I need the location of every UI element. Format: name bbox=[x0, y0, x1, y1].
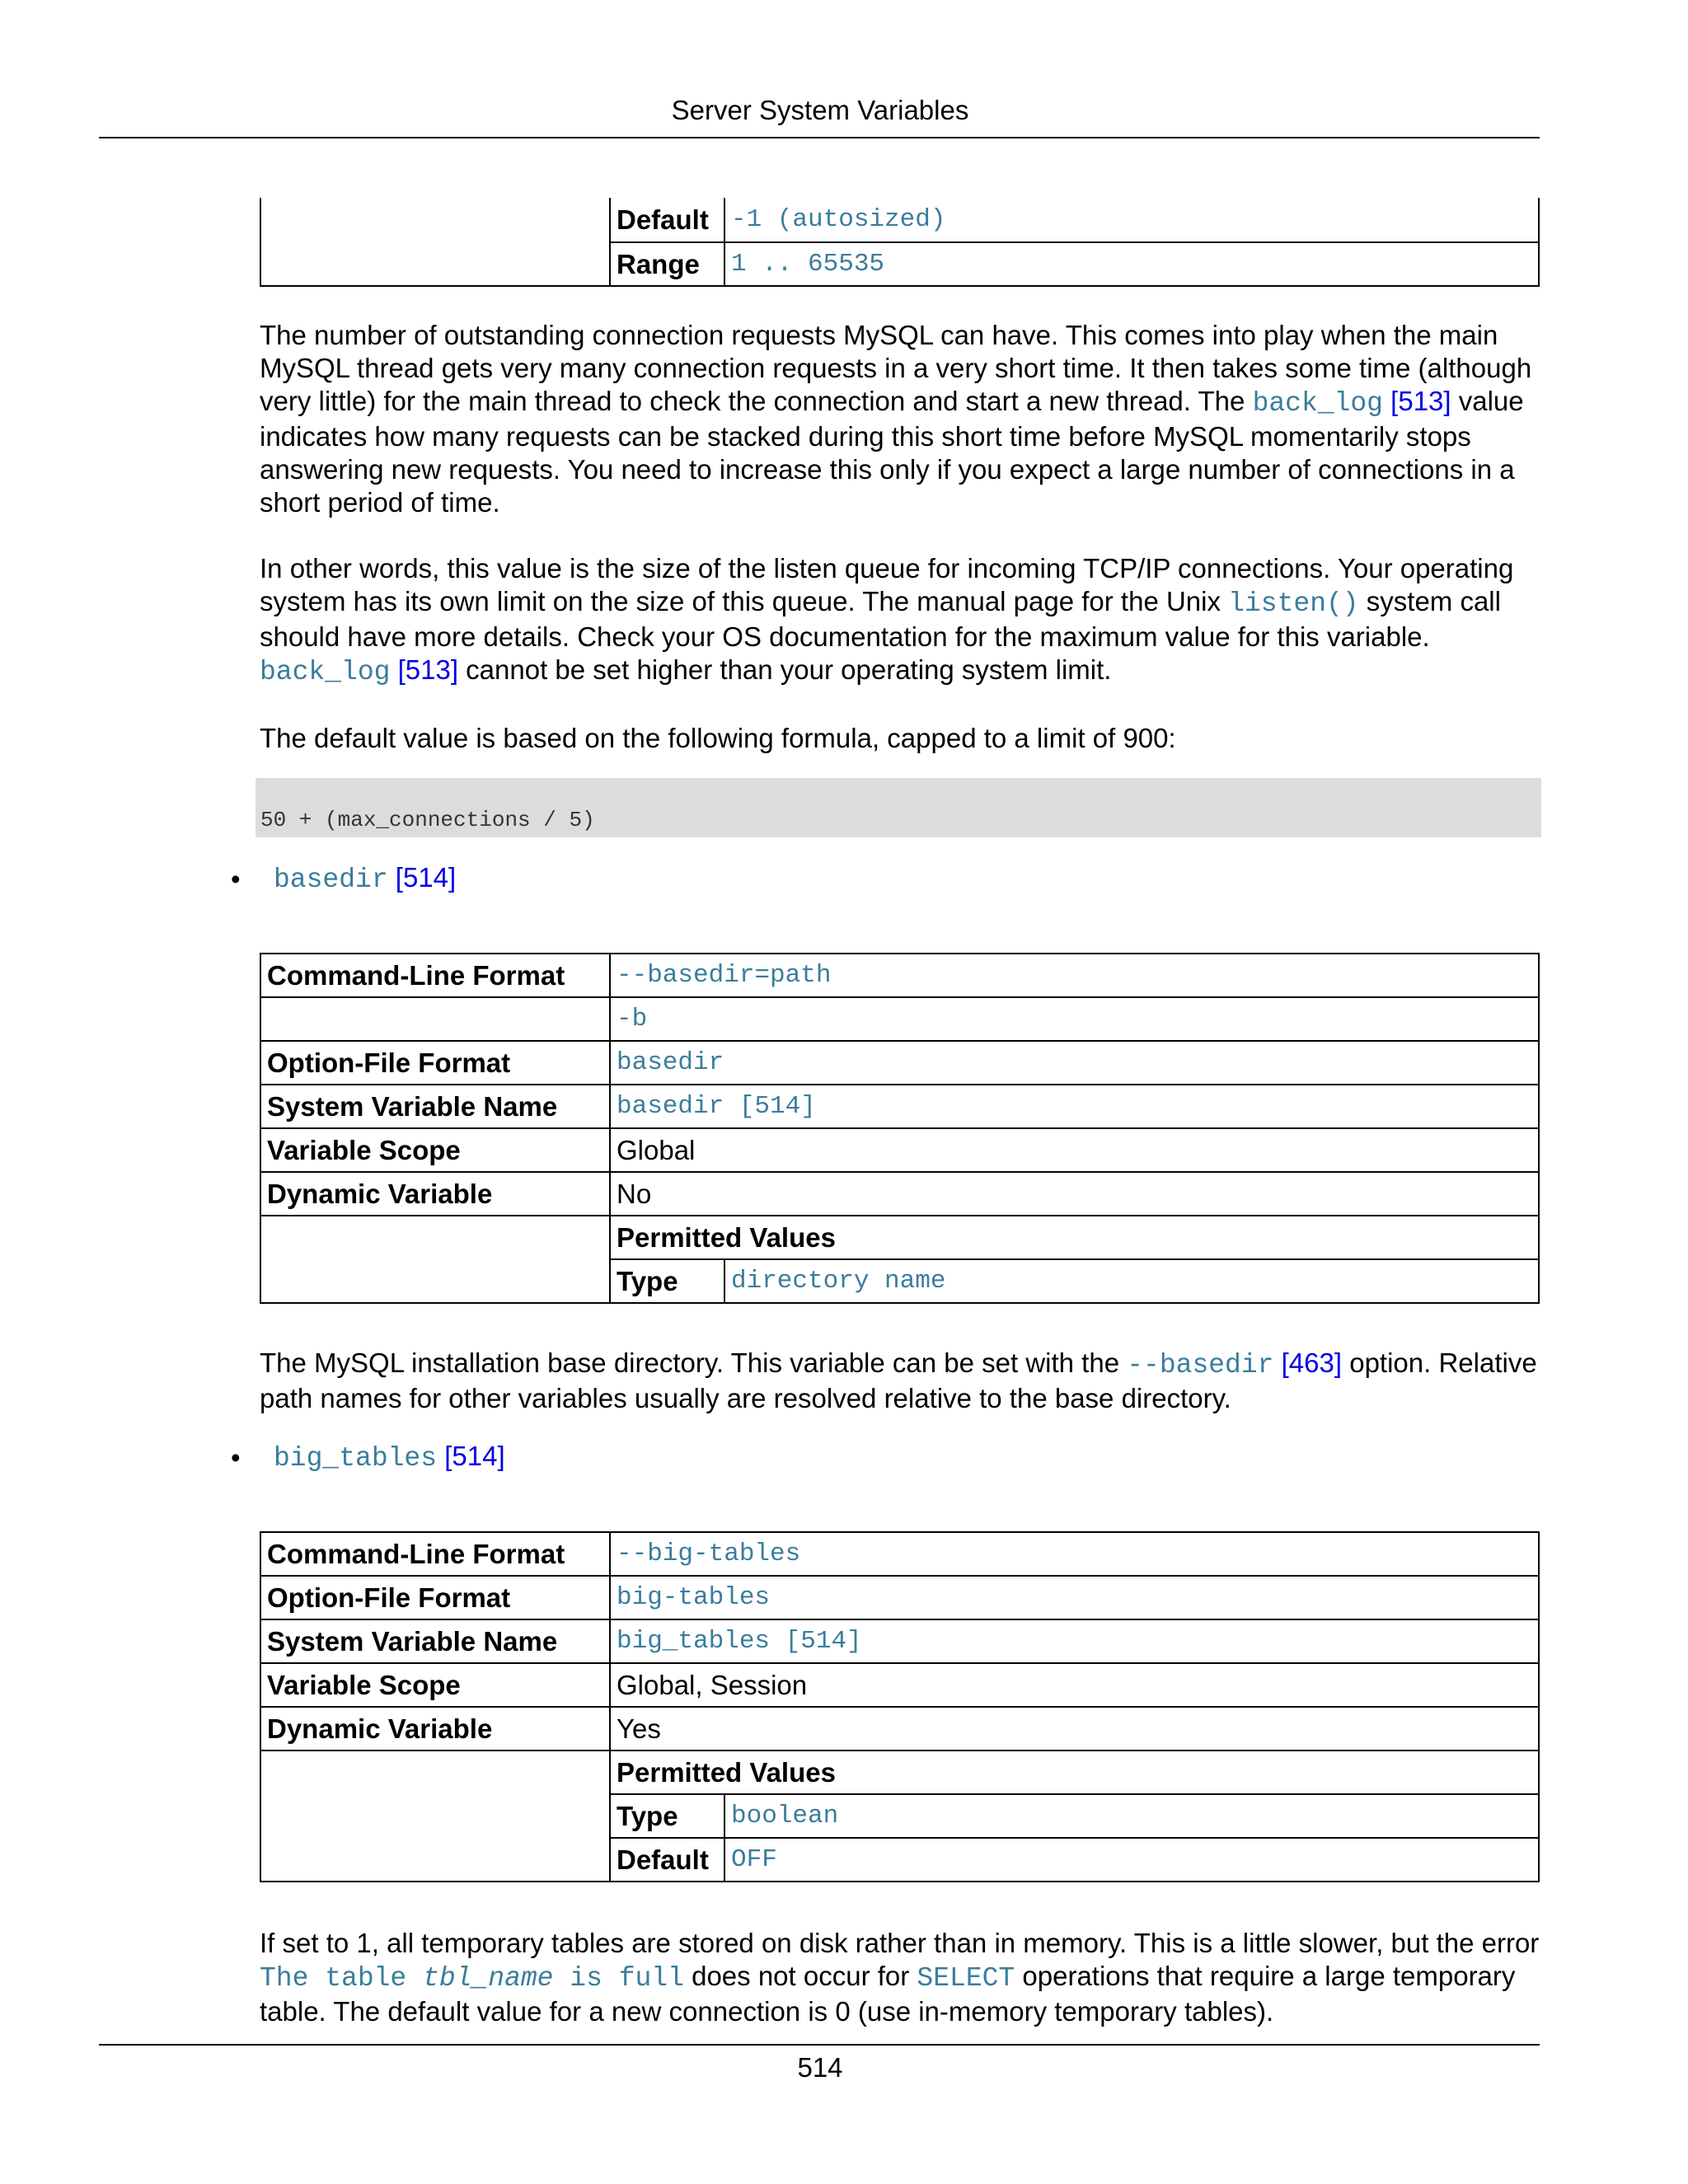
basedir-link[interactable]: basedir bbox=[274, 865, 388, 895]
big-tables-heading bbox=[274, 1441, 505, 1474]
basedir-ref-link[interactable]: [514] bbox=[395, 862, 457, 893]
cmd-format-label: Command-Line Format bbox=[260, 1532, 610, 1576]
basedir-option-ref-link[interactable]: [463] bbox=[1281, 1347, 1343, 1378]
big-tables-table bbox=[260, 1531, 1540, 1882]
formula-text: 50 + (max_connections / 5) bbox=[260, 808, 595, 832]
text: The MySQL installation base directory. This variable can be set with the bbox=[260, 1347, 1128, 1378]
dynamic-label: Dynamic Variable bbox=[260, 1707, 610, 1750]
footer-rule bbox=[99, 2044, 1540, 2046]
type-value: directory name bbox=[724, 1259, 1539, 1303]
paragraph bbox=[260, 319, 1545, 519]
basedir-option-link[interactable]: --basedir bbox=[1127, 1350, 1274, 1380]
error-code-italic: tbl_name bbox=[423, 1963, 554, 1994]
text: If set to 1, all temporary tables are stored on disk rather than in memory. This is a little slower, but the error bbox=[260, 1928, 1540, 1958]
range-value: 1 .. 65535 bbox=[724, 242, 1539, 286]
back-log-ref-link[interactable]: [513] bbox=[397, 654, 459, 685]
option-file-label: Option-File Format bbox=[260, 1576, 610, 1619]
error-code: The table bbox=[260, 1963, 424, 1994]
page-header-title: Server System Variables bbox=[671, 95, 969, 125]
type-value: boolean bbox=[724, 1794, 1539, 1838]
empty-cell bbox=[260, 1750, 610, 1882]
back-log-table-continued bbox=[260, 198, 1540, 287]
scope-value: Global bbox=[610, 1128, 1539, 1172]
option-file-value: big-tables bbox=[610, 1576, 1539, 1619]
permitted-values-label: Permitted Values bbox=[610, 1750, 1539, 1794]
formula-code-block bbox=[256, 778, 1541, 837]
scope-label: Variable Scope bbox=[260, 1128, 610, 1172]
default-value: -1 (autosized) bbox=[724, 198, 1539, 242]
dynamic-value: No bbox=[610, 1172, 1539, 1216]
paragraph bbox=[260, 1347, 1545, 1415]
page-number: 514 bbox=[797, 2052, 843, 2083]
empty-cell bbox=[260, 198, 610, 286]
listen-code: listen() bbox=[1228, 588, 1359, 619]
back-log-description bbox=[260, 319, 1545, 755]
text: system call should have more details. Check your OS documentation for the maximum value for this variable. bbox=[260, 586, 1501, 652]
option-file-label: Option-File Format bbox=[260, 1041, 610, 1085]
paragraph bbox=[260, 1927, 1545, 2028]
system-var-label: System Variable Name bbox=[260, 1619, 610, 1663]
paragraph bbox=[260, 552, 1545, 689]
range-label: Range bbox=[610, 242, 724, 286]
text: The number of outstanding connection requests MySQL can have. This comes into play when the main MySQL thread gets very many connection requests in a very short time. It then takes some time (although very little) for the main thread to check the connection and start a new thread. The bbox=[260, 320, 1532, 416]
cmd-format-value: --basedir=path bbox=[610, 954, 1539, 997]
empty-cell bbox=[260, 997, 610, 1041]
system-var-value: big_tables [514] bbox=[610, 1619, 1539, 1663]
header-rule bbox=[99, 137, 1540, 138]
dynamic-label: Dynamic Variable bbox=[260, 1172, 610, 1216]
scope-label: Variable Scope bbox=[260, 1663, 610, 1707]
paragraph: The default value is based on the following formula, capped to a limit of 900: bbox=[260, 723, 1176, 753]
select-link[interactable]: SELECT bbox=[917, 1963, 1015, 1994]
option-file-value: basedir bbox=[610, 1041, 1539, 1085]
basedir-heading bbox=[274, 862, 456, 895]
text: cannot be set higher than your operating system limit. bbox=[458, 654, 1112, 685]
back-log-link[interactable]: back_log bbox=[1252, 388, 1383, 419]
big-tables-link[interactable]: big_tables bbox=[274, 1443, 438, 1474]
cmd-format-value-alt: -b bbox=[610, 997, 1539, 1041]
default-value: OFF bbox=[724, 1838, 1539, 1882]
error-code: is full bbox=[553, 1963, 684, 1994]
big-tables-description bbox=[260, 1927, 1545, 2028]
empty-cell bbox=[260, 1216, 610, 1303]
type-label: Type bbox=[610, 1794, 724, 1838]
permitted-values-label: Permitted Values bbox=[610, 1216, 1539, 1259]
basedir-table bbox=[260, 953, 1540, 1304]
scope-value: Global, Session bbox=[610, 1663, 1539, 1707]
big-tables-ref-link[interactable]: [514] bbox=[444, 1441, 505, 1471]
basedir-description bbox=[260, 1347, 1545, 1415]
cmd-format-value: --big-tables bbox=[610, 1532, 1539, 1576]
text: does not occur for bbox=[683, 1961, 917, 1991]
system-var-value: basedir [514] bbox=[610, 1085, 1539, 1128]
dynamic-value: Yes bbox=[610, 1707, 1539, 1750]
system-var-label: System Variable Name bbox=[260, 1085, 610, 1128]
text: value indicates how many requests can be stacked during this short time before MySQL momentarily stops answering new requests. You need to increase this only if you expect a large number of connections in a short period of time. bbox=[260, 386, 1524, 518]
text: option. Relative path names for other variables usually are resolved relative to the base directory. bbox=[260, 1347, 1537, 1413]
default-label: Default bbox=[610, 198, 724, 242]
bullet: • bbox=[231, 1442, 241, 1473]
type-label: Type bbox=[610, 1259, 724, 1303]
text: operations that require a large temporary table. The default value for a new connection is 0 (use in-memory temporary tables). bbox=[260, 1961, 1516, 2027]
back-log-link[interactable]: back_log bbox=[260, 657, 391, 687]
back-log-ref-link[interactable]: [513] bbox=[1390, 386, 1451, 416]
cmd-format-label: Command-Line Format bbox=[260, 954, 610, 997]
bullet: • bbox=[231, 864, 241, 894]
default-label: Default bbox=[610, 1838, 724, 1882]
text: In other words, this value is the size of the listen queue for incoming TCP/IP connections. Your operating system has its own limit on the size of this queue. The manual page for the Unix bbox=[260, 553, 1514, 616]
